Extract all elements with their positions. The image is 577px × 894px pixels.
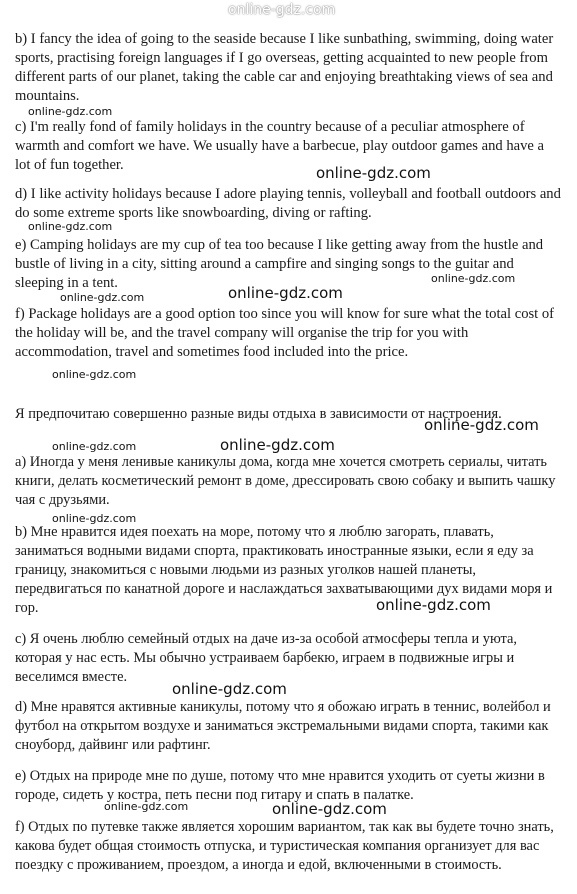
watermark: online-gdz.com [60,291,145,304]
watermark: online-gdz.com [424,416,539,434]
watermark: online-gdz.com [52,440,137,453]
english-paragraph-c: c) I'm really fond of family holidays in the country because of a peculiar atmosphere of warmth and comfort we have. We usually have a barbecue, play outdoor games and have a lot of fun together. [15,119,545,173]
watermark: online-gdz.com [52,512,137,525]
russian-paragraph-c: c) Я очень люблю семейный отдых на даче из-за особой атмосферы тепла и уюта, которая у нас есть. Мы обычно устраиваем барбекю, играем в подвижные игры и веселимся вместе. [15,631,517,685]
russian-paragraph-f: f) Отдых по путевке также является хорошим вариантом, так как вы будете точно знать, какова будет общая стоимость отпуска, и туристическая компания организует для вас поездку с проживанием, проездом, а иногда и едой, включенными в стоимость. [15,819,554,873]
english-paragraph-d: d) I like activity holidays because I adore playing tennis, volleyball and football outdoors and do some extreme sports like snowboarding, diving or rafting. [15,186,561,221]
watermark: online-gdz.com [52,368,137,381]
watermark: online-gdz.com [316,164,431,182]
watermark: online-gdz.com [272,800,387,818]
watermark: online-gdz.com [28,105,113,118]
watermark: online-gdz.com [220,436,335,454]
russian-intro: Я предпочитаю совершенно разные виды отдыха в зависимости от настроения. [15,406,502,422]
russian-paragraph-a: a) Иногда у меня ленивые каникулы дома, когда мне хочется смотреть сериалы, читать книги, делать косметический ремонт в доме, дрессировать свою собаку и выпить чашку чая с друзьями. [15,454,556,508]
watermark: online-gdz.com [228,284,343,302]
watermark: online-gdz.com [104,800,189,813]
watermark: online-gdz.com [376,596,491,614]
english-paragraph-f: f) Package holidays are a good option too since you will know for sure what the total cost of the holiday will be, and the travel company will organise the trip for you with accommodation, travel and sometimes food included into the price. [15,306,555,360]
english-paragraph-e: e) Camping holidays are my cup of tea too because I like getting away from the hustle and bustle of living in a city, sitting around a campfire and singing songs to the guitar and sleeping in a tent. [15,237,544,291]
watermark: online-gdz.com [28,220,113,233]
russian-paragraph-e: e) Отдых на природе мне по душе, потому что мне нравится уходить от суеты жизни в городе, сидеть у костра, петь песни под гитару и спать в палатке. [15,768,545,803]
watermark-top: online-gdz.com [228,2,336,18]
russian-paragraph-d: d) Мне нравятся активные каникулы, потому что я обожаю играть в теннис, волейбол и футбол на открытом воздухе и заниматься экстремальными видами спорта, такими как сноуборд, дайвинг или рафтинг. [15,699,551,753]
watermark: online-gdz.com [172,680,287,698]
watermark: online-gdz.com [431,272,516,285]
english-paragraph-b: b) I fancy the idea of going to the seaside because I like sunbathing, swimming, doing water sports, practising foreign languages if I go overseas, getting acquainted to new people from different parts of our planet, taking the cable car and enjoying breathtaking views of sea and mountains. [15,31,554,104]
russian-paragraph-b: b) Мне нравится идея поехать на море, потому что я люблю загорать, плавать, заниматься водными видами спорта, практиковать иностранные языки, если я еду за границу, знакомиться с новыми людьми из разных уголков нашей планеты, передвигаться по канатной дороге и наслаждаться захватывающими дух видами моря и гор. [15,524,553,616]
